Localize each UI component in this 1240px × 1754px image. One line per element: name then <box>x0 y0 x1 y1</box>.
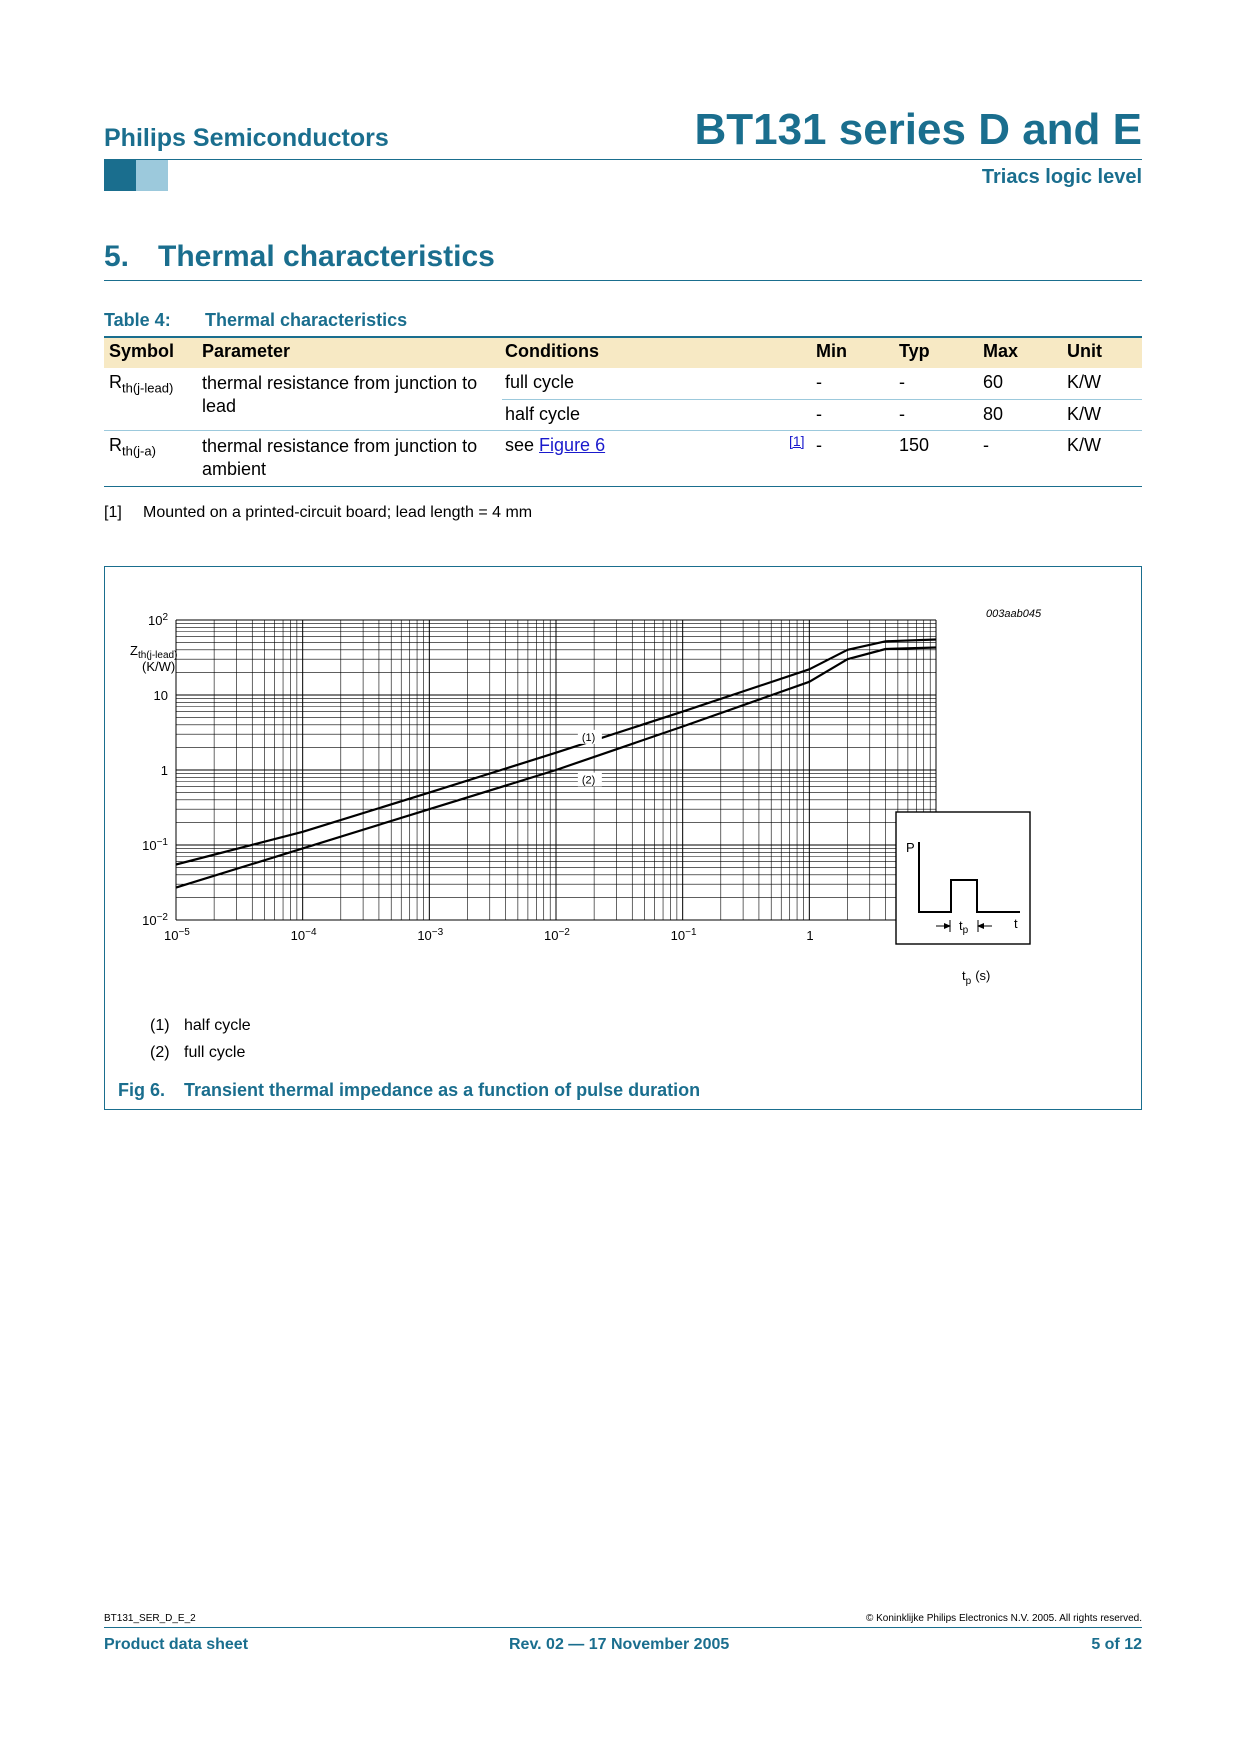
inset-tp-label: $t_p$ <box>959 918 969 936</box>
row1-divider <box>502 399 1142 400</box>
document-subtitle: Triacs logic level <box>981 166 1142 188</box>
x-tick-label-4: $10^{-1}$ <box>670 927 697 943</box>
y-tick-label-2: 1 <box>160 763 168 778</box>
y-tick-label-4: $10^{-2}$ <box>142 912 168 928</box>
x-tick-label-2: $10^{-3}$ <box>417 927 444 943</box>
footnote-mark: [1] <box>104 504 122 521</box>
thermal-impedance-chart <box>130 600 1080 1020</box>
row2-unit: K/W <box>1067 404 1101 424</box>
col-header-parameter: Parameter <box>202 341 291 361</box>
x-tick-label-1: $10^{-4}$ <box>290 927 317 943</box>
figure-code: 003aab045 <box>986 608 1042 620</box>
table-title: Thermal characteristics <box>205 310 408 330</box>
legend-mark-2: (2) <box>150 1044 170 1061</box>
table-bottom-rule <box>104 486 1142 487</box>
document-title: BT131 series D and E <box>694 105 1142 154</box>
company-name: Philips Semiconductors <box>104 124 389 152</box>
figure-number: Fig 6. <box>118 1080 166 1100</box>
y-tick-label-0: $10^2$ <box>147 612 168 628</box>
row1-max: 60 <box>983 372 1004 392</box>
x-tick-label-3: $10^{-2}$ <box>544 927 570 943</box>
legend-mark-1: (1) <box>150 1017 170 1034</box>
header-logo-block-dark <box>104 160 136 191</box>
footer-page-number: 5 of 12 <box>1091 1636 1142 1653</box>
series-label-1: (1) <box>581 731 596 744</box>
y-axis-unit: (K/W) <box>142 659 176 674</box>
row3-max: - <box>983 435 989 455</box>
row1-unit: K/W <box>1067 372 1101 392</box>
y-axis-label: $Z_{th(j-lead)}$ <box>130 643 178 661</box>
col-header-conditions: Conditions <box>505 341 599 361</box>
col-header-max: Max <box>983 341 1019 361</box>
col-header-symbol: Symbol <box>109 341 175 361</box>
series-label-2: (2) <box>581 774 596 787</box>
row3-typ: 150 <box>899 435 930 455</box>
row3-condition: see Figure 6 <box>505 435 606 455</box>
row3-unit: K/W <box>1067 435 1101 455</box>
row2-divider <box>104 430 1142 431</box>
figure6-link[interactable]: Figure 6 <box>539 435 606 455</box>
row3-parameter: thermal resistance from junction to ambient <box>202 436 478 479</box>
row1-condition: full cycle <box>505 372 575 392</box>
figure-title: Transient thermal impedance as a function of pulse duration <box>184 1080 701 1100</box>
section-number: 5. <box>104 240 130 273</box>
footnote-text: Mounted on a printed-circuit board; lead length = 4 mm <box>143 504 533 521</box>
footer-copyright: © Koninklijke Philips Electronics N.V. 2005. All rights reserved. <box>865 1613 1142 1624</box>
header-logo-block-light <box>136 160 168 191</box>
row1-min: - <box>816 372 822 392</box>
footer-doc-id: BT131_SER_D_E_2 <box>104 1613 196 1624</box>
x-tick-labels <box>164 927 938 943</box>
row2-max: 80 <box>983 404 1004 424</box>
legend-text-2: full cycle <box>184 1044 246 1061</box>
x-tick-label-5: 1 <box>806 928 814 943</box>
row1-symbol: $R_{th(j-lead)}$ <box>109 372 174 396</box>
col-header-min: Min <box>816 341 847 361</box>
row1-parameter: thermal resistance from junction to lead <box>202 373 478 416</box>
inset-t-label: t <box>1014 916 1018 931</box>
row2-condition: half cycle <box>505 404 581 424</box>
header-rule <box>104 159 1142 160</box>
row3-note-ref[interactable]: [1] <box>789 433 805 449</box>
row3-min: - <box>816 435 822 455</box>
x-tick-label-0: $10^{-5}$ <box>164 927 190 943</box>
inset-p-label: P <box>906 840 915 855</box>
col-header-unit: Unit <box>1067 341 1102 361</box>
row3-symbol: $R_{th(j-a)}$ <box>109 435 156 459</box>
footer-doc-type: Product data sheet <box>104 1636 249 1653</box>
legend-text-1: half cycle <box>184 1017 251 1034</box>
pulse-inset <box>896 812 1030 944</box>
footer-rule <box>104 1627 1142 1628</box>
x-axis-label: $t_p$ (s) <box>962 968 991 987</box>
y-tick-label-1: 10 <box>153 688 168 703</box>
row2-typ: - <box>899 404 905 424</box>
section-title: Thermal characteristics <box>158 240 495 273</box>
y-tick-label-3: $10^{-1}$ <box>142 837 168 853</box>
col-header-typ: Typ <box>899 341 930 361</box>
row1-typ: - <box>899 372 905 392</box>
row2-min: - <box>816 404 822 424</box>
table-label: Table 4: <box>104 310 171 330</box>
section-rule <box>104 280 1142 281</box>
footer-revision: Rev. 02 — 17 November 2005 <box>509 1636 730 1653</box>
